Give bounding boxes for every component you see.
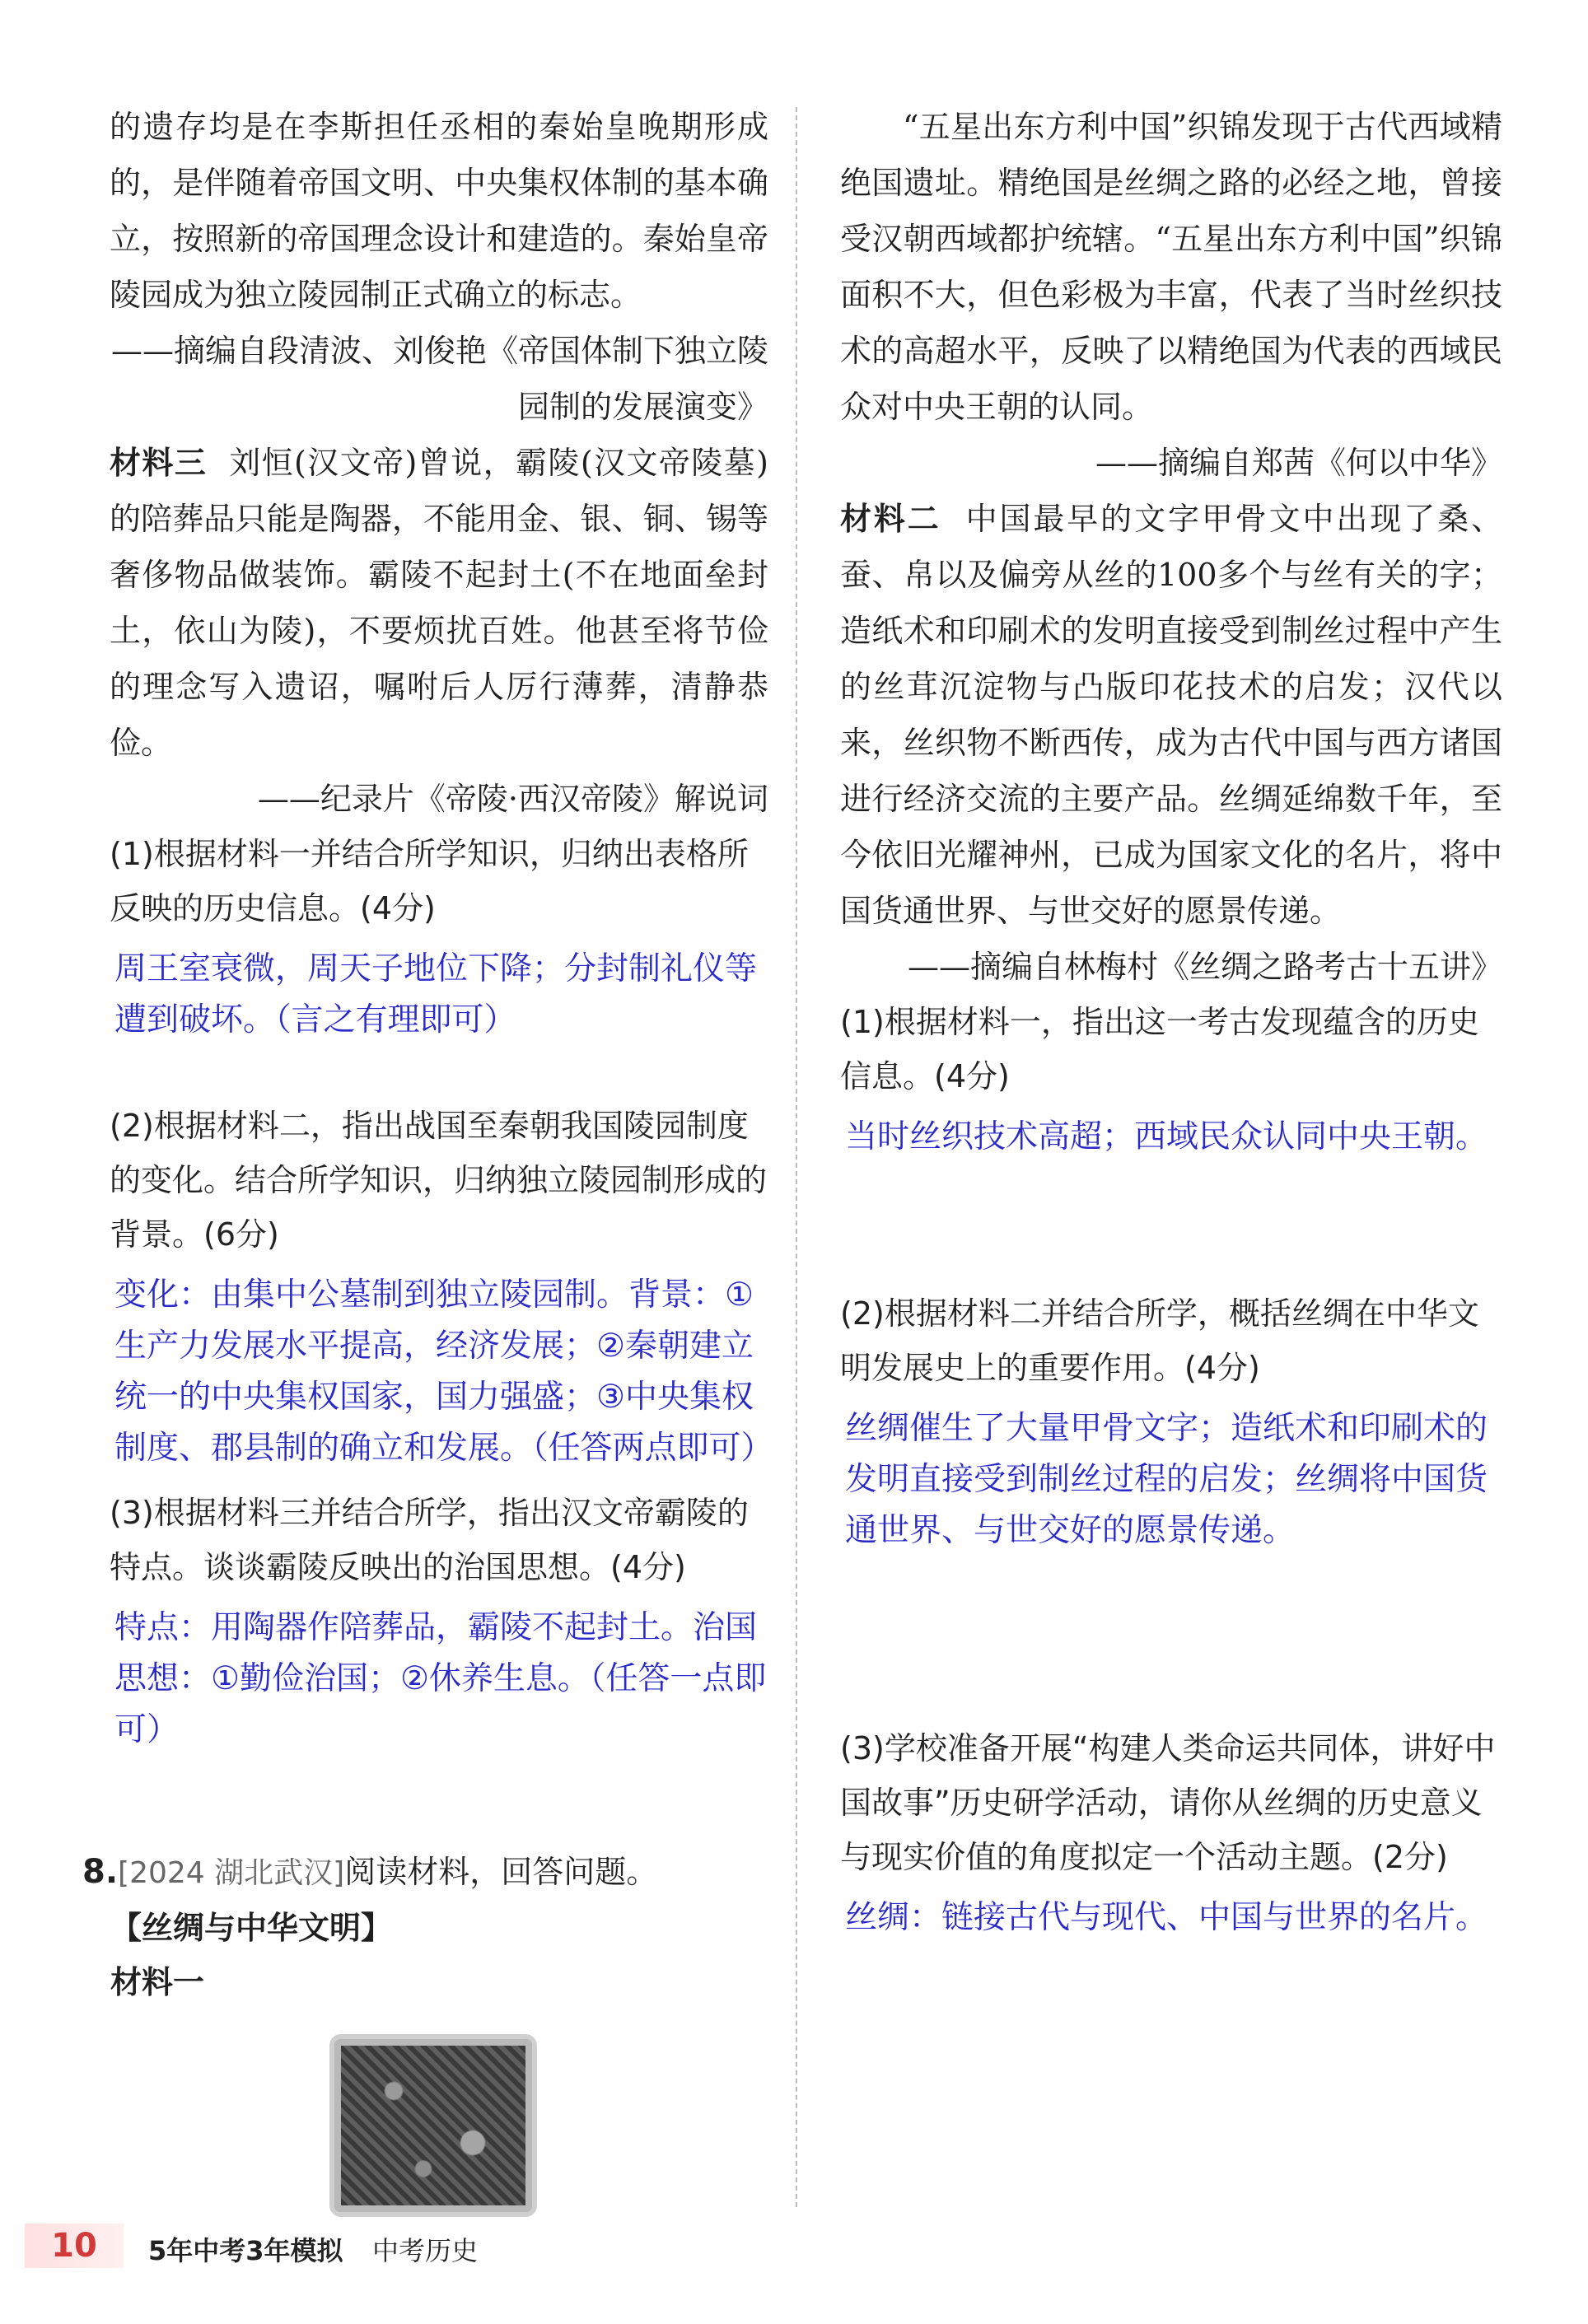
brocade-image	[329, 2034, 537, 2217]
question-3: (3)根据材料三并结合所学，指出汉文帝霸陵的特点。谈谈霸陵反映出的治国思想。(4分)	[110, 1495, 749, 1585]
right-answer-1: 当时丝织技术高超；西域民众认同中央王朝。	[845, 1118, 1488, 1155]
column-divider	[796, 107, 797, 2207]
right-question-3: (3)学校准备开展“构建人类命运共同体，讲好中国故事”历史研学活动，请你从丝绸的历史意义与现实价值的角度拟定一个活动主题。(2分)	[840, 1730, 1496, 1875]
material-one-source: ——摘编自郑茜《何以中华》	[1095, 445, 1502, 481]
question-8-source-tag: [2024 湖北武汉]	[118, 1856, 345, 1890]
material-three	[110, 435, 768, 771]
right-column	[840, 99, 1502, 1944]
question-8-instruction: 阅读材料，回答问题。	[344, 1854, 658, 1890]
right-answer-2: 丝绸催生了大量甲骨文字；造纸术和印刷术的发明直接受到制丝过程的启发；丝绸将中国货通世界、与世交好的愿景传递。	[845, 1410, 1488, 1549]
material-three-source: ——纪录片《帝陵·西汉帝陵》解说词	[257, 781, 768, 817]
footer	[0, 2224, 1588, 2273]
answer-2: 变化：由集中公墓制到独立陵园制。背景：①生产力发展水平提高，经济发展；②秦朝建立统一的中央集权国家，国力强盛；③中央集权制度、郡县制的确立和发展。（任答两点即可）	[114, 1276, 773, 1467]
question-8-header	[82, 1845, 766, 1901]
material-three-text: 刘恒(汉文帝)曾说，霸陵(汉文帝陵墓)的陪葬品只能是陶器，不能用金、银、铜、锡等奢侈物品做装饰。霸陵不起封土(不在地面垒封土，依山为陵)，不要烦扰百姓。他甚至将节俭的理念写入遗诏，嘱咐后人厉行薄葬，清静恭俭。	[110, 445, 768, 761]
question-2: (2)根据材料二，指出战国至秦朝我国陵园制度的变化。结合所学知识，归纳独立陵园制形成的背景。(6分)	[110, 1108, 768, 1253]
right-question-1: (1)根据材料一，指出这一考古发现蕴含的历史信息。(4分)	[840, 1004, 1479, 1094]
material-two-source: ——摘编自段清波、刘俊艳《帝国体制下独立陵园制的发展演变》	[110, 333, 768, 425]
question-1: (1)根据材料一并结合所学知识，归纳出表格所反映的历史信息。(4分)	[110, 836, 749, 926]
question-8-block	[82, 1845, 766, 2009]
material-two-source-right: ——摘编自林梅村《丝绸之路考古十五讲》	[907, 949, 1502, 985]
answer-1: 周王室衰微，周天子地位下降；分封制礼仪等遭到破坏。（言之有理即可）	[114, 950, 758, 1038]
question-8-material-one-label: 材料一	[110, 1964, 205, 2000]
material-two-text: 中国最早的文字甲骨文中出现了桑、蚕、帛以及偏旁从丝的100多个与丝有关的字；造纸术和印刷术的发明直接受到制丝过程中产生的丝茸沉淀物与凸版印花技术的启发；汉代以来，丝织物不断西传，成为古代中国与西方诸国进行经济交流的主要产品。丝绸延绵数千年，至今依旧光耀神州，已成为国家文化的名片，将中国货通世界、与世交好的愿景传递。	[840, 501, 1502, 929]
subject-label: 中考历史	[372, 2235, 479, 2266]
left-column	[110, 99, 773, 1756]
material-two-continued: 的遗存均是在李斯担任丞相的秦始皇晚期形成的，是伴随着帝国文明、中央集权体制的基本确立，按照新的帝国理念设计和建造的。秦始皇帝陵园成为独立陵园制正式确立的标志。	[110, 109, 768, 313]
material-one-text: “五星出东方利中国”织锦发现于古代西域精绝国遗址。精绝国是丝绸之路的必经之地，曾接受汉朝西域都护统辖。“五星出东方利中国”织锦面积不大，但色彩极为丰富，代表了当时丝织技术的高超水平，反映了以精绝国为代表的西域民众对中央王朝的认同。	[840, 109, 1502, 425]
question-8-number: 8.	[82, 1853, 119, 1891]
material-two-label: 材料二	[840, 501, 941, 537]
right-question-2: (2)根据材料二并结合所学，概括丝绸在中华文明发展史上的重要作用。(4分)	[840, 1295, 1479, 1386]
material-three-label: 材料三	[110, 445, 208, 481]
question-8-heading: 【丝绸与中华文明】	[110, 1910, 393, 1946]
answer-3: 特点：用陶器作陪葬品，霸陵不起封土。治国思想：①勤俭治国；②休养生息。（任答一点即可）	[114, 1609, 767, 1748]
right-answer-3: 丝绸：链接古代与现代、中国与世界的名片。	[845, 1899, 1488, 1936]
book-title: 5年中考3年模拟	[148, 2235, 343, 2266]
material-two	[840, 491, 1502, 939]
page-number: 10	[25, 2224, 124, 2268]
